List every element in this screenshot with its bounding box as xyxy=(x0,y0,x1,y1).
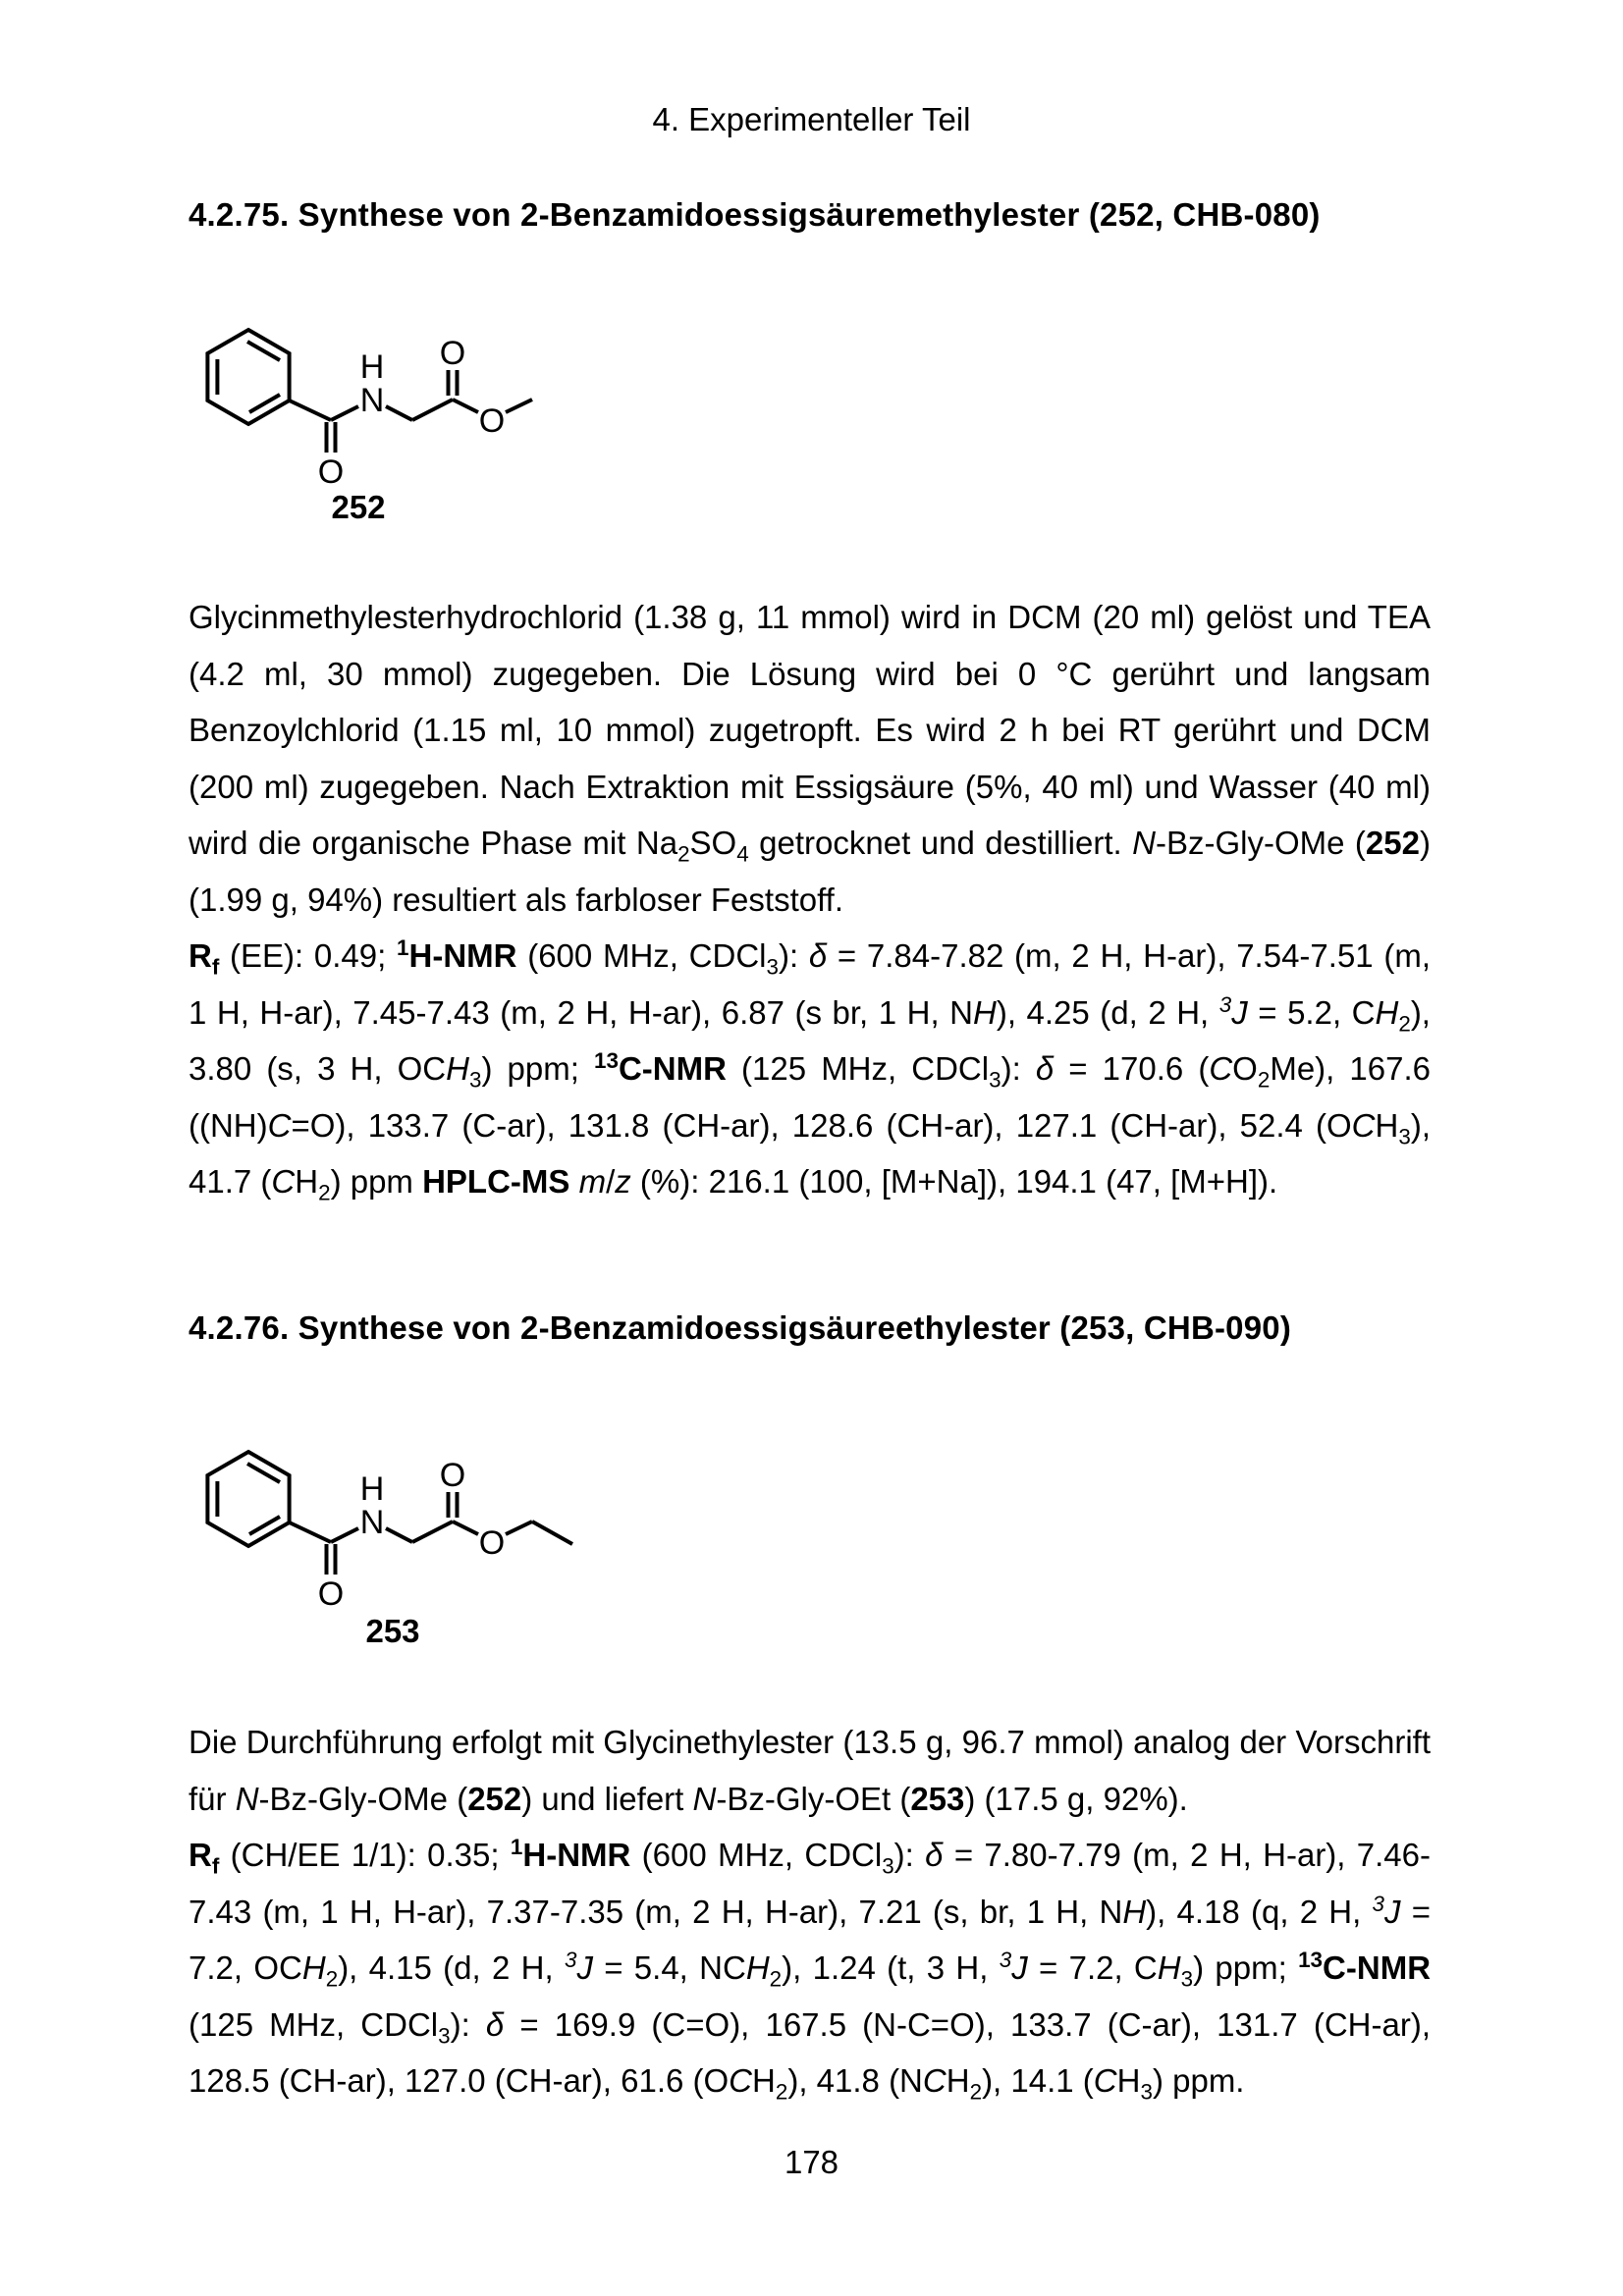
amide-h-label: H xyxy=(359,1470,385,1508)
amide-n-label: N xyxy=(359,1504,385,1541)
ester-carbonyl-o-label: O xyxy=(439,1457,466,1494)
benzene-ring xyxy=(207,330,289,424)
compound-number-253: 253 xyxy=(365,1613,420,1649)
procedure-paragraph-253: Die Durchführung erfolgt mit Glycinethylester (13.5 g, 96.7 mmol) analog der Vorschrift für N-Bz-Gly-OMe (252) und liefert N-Bz-Gly-OEt (253) (17.5 g, 92%). xyxy=(189,1724,1431,1817)
section-252-text-block xyxy=(189,589,1431,1210)
amide-h-label: H xyxy=(359,348,385,386)
running-header: 4. Experimenteller Teil xyxy=(652,101,971,137)
section-heading-4-2-75: 4.2.75. Synthese von 2-Benzamidoessigsäuremethylester (252, CHB-080) xyxy=(189,196,1321,233)
section-heading-4-2-76: 4.2.76. Synthese von 2-Benzamidoessigsäureethylester (253, CHB-090) xyxy=(189,1309,1292,1346)
analytics-paragraph-253: $R_f$ (CH/EE 1/1): 0.35; $^1$H-NMR (600 MHz, CDCl$_3$): δ = 7.80-7.79 (m, 2 H, H-ar), 7.46-7.43 (m, 1 H, H-ar), 7.37-7.35 (m, 2 H, H-ar), 7.21 (s, br, 1 H, NH), 4.18 (q, 2 H, $^3$J = 7.2, $OCH_2$), 4.15 (d, 2 H, $^3$J = 5.4, $NCH_2$), 1.24 (t, 3 H, $^3$J = 7.2, $CH_3$) ppm; $^{13}$C-NMR (125 MHz, CDCl$_3$): δ = 169.9 (C=O), 167.5 (N-C=O), 133.7 (C-ar), 131.7 (CH-ar), 128.5 (CH-ar), 127.0 (CH-ar), 61.6 $(OCH_2)$, 41.8 $(NCH_2)$, 14.1 $(CH_3)$ ppm. xyxy=(189,1835,1432,2105)
procedure-paragraph-252: Glycinmethylesterhydrochlorid (1.38 g, 11 mmol) wird in DCM (20 ml) gelöst und TEA (4.2 ml, 30 mmol) zugegeben. Die Lösung wird bei 0 °C gerührt und langsam Benzoylchlorid (1.15 ml, 10 mmol) zugetropft. Es wird 2 h bei RT gerührt und DCM (200 ml) zugegeben. Nach Extraktion mit Essigsäure (5%, 40 ml) und Wasser (40 ml) wird die organische Phase mit $Na_2SO_4$ getrocknet und destilliert. N-Bz-Gly-OMe (252) (1.99 g, 94%) resultiert als farbloser Feststoff. xyxy=(189,599,1431,918)
compound-number-252: 252 xyxy=(331,489,386,525)
analytics-paragraph-252: $R_f$ (EE): 0.49; $^1$H-NMR (600 MHz, CDCl$_3$): δ = 7.84-7.82 (m, 2 H, H-ar), 7.54-7.51 (m, 1 H, H-ar), 7.45-7.43 (m, 2 H, H-ar), 6.87 (s br, 1 H, NH), 4.25 (d, 2 H, $^3$J = 5.2, $CH_2$), 3.80 (s, 3 H, $OCH_3$) ppm; $^{13}$C-NMR (125 MHz, CDCl$_3$): δ = 170.6 $(CO_2Me)$, 167.6 ((NH)C=O), 133.7 (C-ar), 131.8 (CH-ar), 128.6 (CH-ar), 127.1 (CH-ar), 52.4 $(OCH_3)$, 41.7 $(CH_2)$ ppm HPLC-MS m/z (%): 216.1 (100, [M+Na]), 194.1 (47, [M+H]). xyxy=(189,935,1432,1205)
structure-drawing-253 xyxy=(191,1436,604,1662)
ester-o-label: O xyxy=(478,402,506,440)
ester-o-label: O xyxy=(478,1524,506,1562)
ester-carbonyl-o-label: O xyxy=(439,335,466,372)
section-253-text-block xyxy=(189,1714,1431,2109)
amide-ester-bonds xyxy=(290,1492,572,1575)
structure-drawing-252 xyxy=(191,314,565,538)
page-number: 178 xyxy=(784,2144,839,2180)
amide-carbonyl-o-label: O xyxy=(317,454,345,491)
amide-carbonyl-o-label: O xyxy=(317,1575,345,1613)
benzene-ring xyxy=(207,1452,289,1546)
amide-n-label: N xyxy=(359,382,385,419)
